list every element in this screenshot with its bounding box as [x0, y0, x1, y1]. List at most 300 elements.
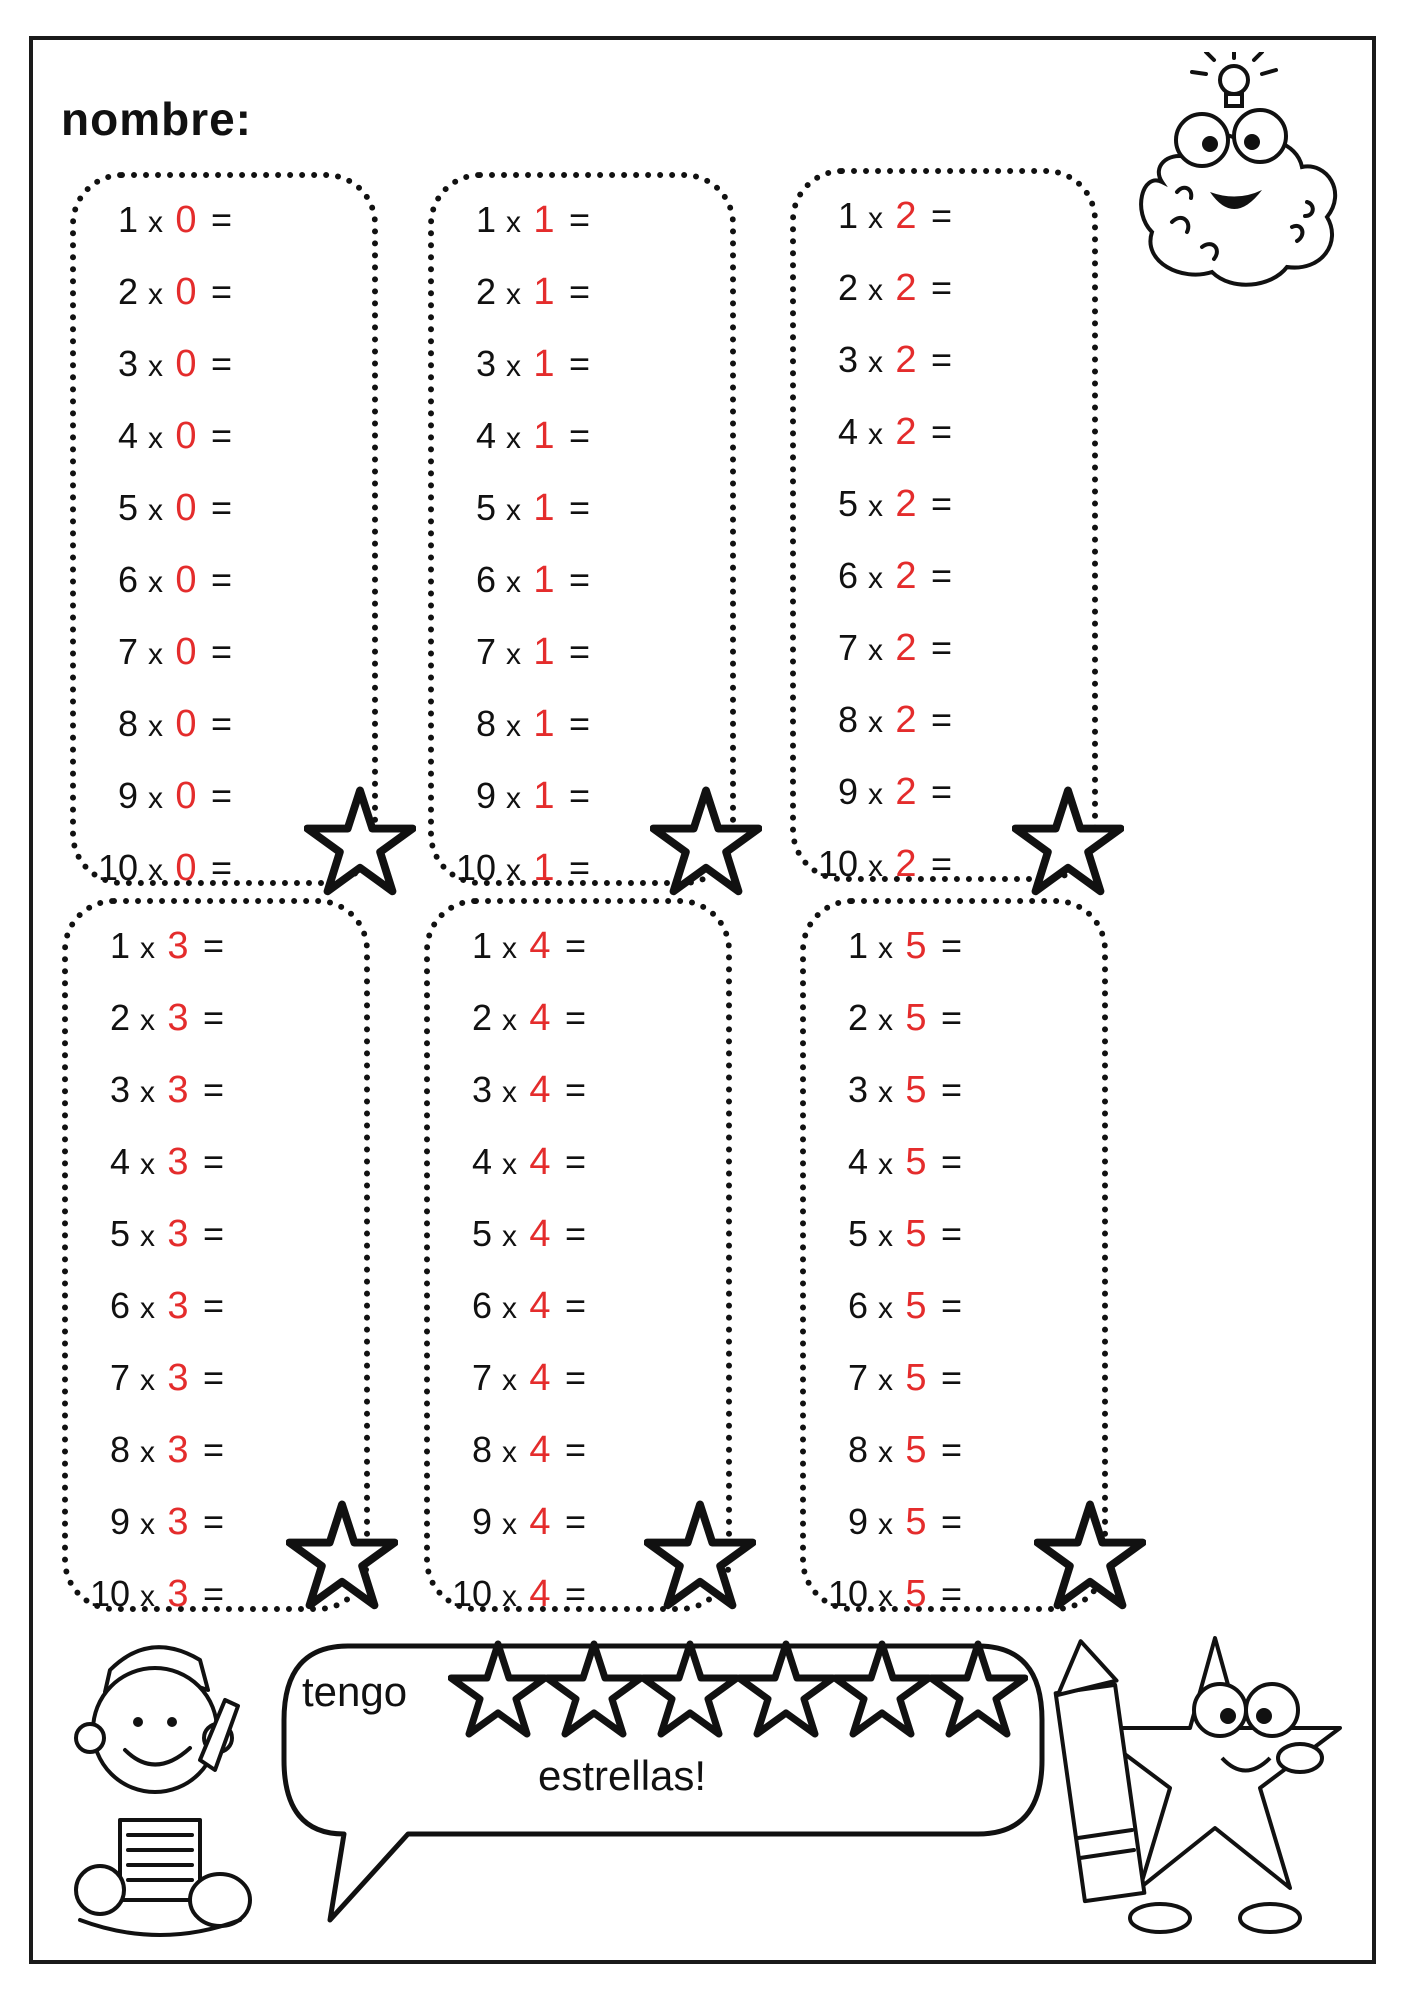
equals-symbol: = [203, 997, 225, 1038]
star-icon [640, 1640, 740, 1740]
equals-symbol: = [569, 199, 591, 240]
equals-symbol: = [941, 1501, 963, 1542]
factor-left: 4 [837, 411, 858, 452]
factor-left: 9 [109, 1501, 130, 1542]
table-row [90, 1342, 224, 1414]
factor-left: 5 [837, 483, 858, 524]
equals-symbol: = [203, 1429, 225, 1470]
factor-left: 7 [117, 631, 138, 672]
table-row [98, 616, 232, 688]
factor-multiplier: 4 [529, 1069, 551, 1111]
factor-multiplier: 5 [905, 1501, 927, 1543]
factor-multiplier: 0 [175, 775, 197, 817]
times-symbol: x [868, 418, 883, 451]
factor-left: 3 [117, 343, 138, 384]
table-row [456, 832, 590, 904]
table-row [98, 544, 232, 616]
times-symbol: x [868, 202, 883, 235]
factor-multiplier: 1 [533, 631, 555, 673]
star-icon [304, 786, 416, 898]
factor-multiplier: 0 [175, 343, 197, 385]
times-symbol: x [140, 1220, 155, 1253]
table-row [90, 910, 224, 982]
equals-symbol: = [941, 1429, 963, 1470]
table-row [828, 1270, 962, 1342]
times-symbol: x [878, 1508, 893, 1541]
star-pencil-icon [1050, 1618, 1360, 1948]
table-row [452, 1342, 586, 1414]
equals-symbol: = [203, 1573, 225, 1614]
factor-left: 3 [847, 1069, 868, 1110]
factor-left: 7 [475, 631, 496, 672]
times-symbol: x [868, 346, 883, 379]
star-tally [448, 1640, 1028, 1740]
table-row [828, 1198, 962, 1270]
factor-multiplier: 0 [175, 271, 197, 313]
table-row [90, 1126, 224, 1198]
factor-multiplier: 3 [167, 1357, 189, 1399]
table-box-1 [428, 172, 736, 889]
factor-left: 5 [471, 1213, 492, 1254]
equals-symbol: = [565, 1285, 587, 1326]
factor-left: 10 [452, 1573, 493, 1614]
factor-multiplier: 2 [895, 267, 917, 309]
equals-symbol: = [211, 559, 233, 600]
factor-left: 10 [98, 847, 139, 888]
table-row [452, 1270, 586, 1342]
times-symbol: x [868, 490, 883, 523]
equals-symbol: = [569, 775, 591, 816]
factor-left: 9 [475, 775, 496, 816]
factor-multiplier: 4 [529, 1429, 551, 1471]
times-symbol: x [878, 1148, 893, 1181]
factor-multiplier: 0 [175, 199, 197, 241]
factor-multiplier: 2 [895, 555, 917, 597]
factor-left: 10 [456, 847, 497, 888]
equals-symbol: = [941, 997, 963, 1038]
equals-symbol: = [931, 483, 953, 524]
factor-multiplier: 2 [895, 843, 917, 885]
factor-left: 6 [847, 1285, 868, 1326]
factor-left: 10 [90, 1573, 131, 1614]
factor-left: 3 [475, 343, 496, 384]
star-icon [736, 1640, 836, 1740]
equals-symbol: = [565, 1573, 587, 1614]
times-symbol: x [506, 710, 521, 743]
equals-symbol: = [211, 847, 233, 888]
factor-left: 7 [847, 1357, 868, 1398]
factor-multiplier: 0 [175, 631, 197, 673]
factor-multiplier: 4 [529, 1213, 551, 1255]
factor-left: 5 [117, 487, 138, 528]
equals-symbol: = [941, 1141, 963, 1182]
table-row [828, 1414, 962, 1486]
factor-multiplier: 0 [175, 703, 197, 745]
factor-left: 9 [837, 771, 858, 812]
equals-symbol: = [569, 703, 591, 744]
factor-multiplier: 2 [895, 411, 917, 453]
times-symbol: x [506, 494, 521, 527]
equals-symbol: = [203, 1141, 225, 1182]
times-symbol: x [140, 1292, 155, 1325]
equals-symbol: = [941, 1213, 963, 1254]
equals-symbol: = [941, 1573, 963, 1614]
star-icon [650, 786, 762, 898]
times-symbol: x [140, 1436, 155, 1469]
factor-left: 2 [109, 997, 130, 1038]
times-symbol: x [502, 1004, 517, 1037]
times-symbol: x [140, 1508, 155, 1541]
table-row [828, 1486, 962, 1558]
factor-multiplier: 5 [905, 1573, 927, 1615]
star-icon [1012, 786, 1124, 898]
table-row [452, 982, 586, 1054]
equals-symbol: = [569, 559, 591, 600]
times-symbol: x [502, 932, 517, 965]
table-row [456, 544, 590, 616]
factor-multiplier: 3 [167, 1429, 189, 1471]
equals-symbol: = [941, 1357, 963, 1398]
times-symbol: x [140, 1148, 155, 1181]
table-row [452, 910, 586, 982]
factor-left: 3 [837, 339, 858, 380]
factor-multiplier: 4 [529, 1285, 551, 1327]
factor-left: 6 [471, 1285, 492, 1326]
equals-symbol: = [203, 1213, 225, 1254]
times-symbol: x [148, 782, 163, 815]
factor-left: 2 [471, 997, 492, 1038]
star-icon [448, 1640, 548, 1740]
table-row [828, 1126, 962, 1198]
equals-symbol: = [941, 1285, 963, 1326]
equals-symbol: = [203, 1285, 225, 1326]
factor-multiplier: 1 [533, 271, 555, 313]
equals-symbol: = [941, 1069, 963, 1110]
factor-multiplier: 5 [905, 1141, 927, 1183]
times-symbol: x [878, 1004, 893, 1037]
factor-multiplier: 4 [529, 925, 551, 967]
times-symbol: x [506, 782, 521, 815]
table-row [90, 1486, 224, 1558]
star-icon [1034, 1500, 1146, 1612]
table-row [452, 1054, 586, 1126]
factor-left: 8 [847, 1429, 868, 1470]
equals-symbol: = [569, 415, 591, 456]
factor-left: 9 [847, 1501, 868, 1542]
equals-symbol: = [565, 1429, 587, 1470]
times-symbol: x [148, 638, 163, 671]
table-row [98, 688, 232, 760]
brain-lightbulb-icon [1122, 52, 1352, 302]
table-row [818, 180, 952, 252]
equals-symbol: = [203, 1501, 225, 1542]
times-symbol: x [502, 1148, 517, 1181]
times-symbol: x [140, 1004, 155, 1037]
times-symbol: x [502, 1580, 517, 1613]
estrellas-label: estrellas! [538, 1752, 707, 1799]
factor-left: 4 [117, 415, 138, 456]
table-row [818, 612, 952, 684]
equals-symbol: = [211, 703, 233, 744]
star-icon [644, 1500, 756, 1612]
equals-symbol: = [931, 627, 953, 668]
factor-left: 8 [837, 699, 858, 740]
times-symbol: x [878, 1580, 893, 1613]
factor-multiplier: 3 [167, 1069, 189, 1111]
factor-left: 6 [837, 555, 858, 596]
factor-multiplier: 1 [533, 415, 555, 457]
factor-left: 4 [109, 1141, 130, 1182]
times-symbol: x [502, 1292, 517, 1325]
equals-symbol: = [931, 771, 953, 812]
times-symbol: x [148, 278, 163, 311]
times-symbol: x [502, 1436, 517, 1469]
factor-multiplier: 2 [895, 483, 917, 525]
equals-symbol: = [211, 343, 233, 384]
equals-symbol: = [211, 271, 233, 312]
factor-multiplier: 1 [533, 559, 555, 601]
times-symbol: x [506, 206, 521, 239]
equals-symbol: = [565, 925, 587, 966]
factor-left: 9 [471, 1501, 492, 1542]
factor-multiplier: 2 [895, 627, 917, 669]
factor-left: 7 [471, 1357, 492, 1398]
table-row [456, 472, 590, 544]
factor-multiplier: 3 [167, 925, 189, 967]
table-row [452, 1558, 586, 1630]
table-row [90, 982, 224, 1054]
times-symbol: x [506, 566, 521, 599]
factor-left: 1 [109, 925, 130, 966]
times-symbol: x [868, 850, 883, 883]
factor-left: 2 [117, 271, 138, 312]
times-symbol: x [878, 932, 893, 965]
times-symbol: x [148, 422, 163, 455]
times-symbol: x [868, 274, 883, 307]
equals-symbol: = [569, 487, 591, 528]
times-symbol: x [506, 278, 521, 311]
factor-left: 7 [109, 1357, 130, 1398]
times-symbol: x [148, 854, 163, 887]
equals-symbol: = [931, 843, 953, 884]
table-row [818, 684, 952, 756]
factor-multiplier: 1 [533, 487, 555, 529]
factor-left: 5 [847, 1213, 868, 1254]
factor-left: 5 [475, 487, 496, 528]
factor-multiplier: 4 [529, 1573, 551, 1615]
times-symbol: x [502, 1364, 517, 1397]
equals-symbol: = [565, 1213, 587, 1254]
table-box-2 [790, 168, 1098, 885]
times-symbol: x [140, 932, 155, 965]
times-symbol: x [868, 778, 883, 811]
equals-symbol: = [565, 1501, 587, 1542]
table-row [456, 760, 590, 832]
star-icon [832, 1640, 932, 1740]
table-row [818, 468, 952, 540]
factor-multiplier: 5 [905, 1069, 927, 1111]
equals-symbol: = [565, 1141, 587, 1182]
times-symbol: x [140, 1580, 155, 1613]
table-row [818, 324, 952, 396]
factor-left: 6 [109, 1285, 130, 1326]
equals-symbol: = [211, 199, 233, 240]
factor-multiplier: 0 [175, 415, 197, 457]
equals-symbol: = [203, 1357, 225, 1398]
table-row [452, 1486, 586, 1558]
factor-multiplier: 4 [529, 1501, 551, 1543]
factor-left: 1 [471, 925, 492, 966]
times-symbol: x [878, 1076, 893, 1109]
factor-left: 4 [471, 1141, 492, 1182]
table-row [456, 688, 590, 760]
times-symbol: x [502, 1220, 517, 1253]
factor-left: 4 [475, 415, 496, 456]
factor-multiplier: 1 [533, 199, 555, 241]
times-symbol: x [502, 1076, 517, 1109]
times-symbol: x [878, 1364, 893, 1397]
equals-symbol: = [211, 415, 233, 456]
table-row [90, 1054, 224, 1126]
factor-left: 2 [475, 271, 496, 312]
times-symbol: x [506, 854, 521, 887]
factor-multiplier: 2 [895, 195, 917, 237]
factor-left: 4 [847, 1141, 868, 1182]
equals-symbol: = [931, 411, 953, 452]
factor-left: 1 [847, 925, 868, 966]
factor-left: 10 [818, 843, 859, 884]
times-symbol: x [148, 494, 163, 527]
table-row [452, 1198, 586, 1270]
times-symbol: x [140, 1076, 155, 1109]
table-row [98, 184, 232, 256]
table-row [828, 1054, 962, 1126]
times-symbol: x [148, 566, 163, 599]
factor-multiplier: 2 [895, 699, 917, 741]
equals-symbol: = [931, 267, 953, 308]
table-row [452, 1414, 586, 1486]
star-icon [928, 1640, 1028, 1740]
table-row [828, 982, 962, 1054]
factor-left: 1 [117, 199, 138, 240]
table-row [98, 472, 232, 544]
factor-multiplier: 3 [167, 1501, 189, 1543]
factor-multiplier: 5 [905, 1213, 927, 1255]
table-row [818, 396, 952, 468]
factor-left: 8 [117, 703, 138, 744]
equals-symbol: = [565, 1357, 587, 1398]
equals-symbol: = [931, 195, 953, 236]
factor-multiplier: 3 [167, 1285, 189, 1327]
table-row [98, 400, 232, 472]
equals-symbol: = [565, 997, 587, 1038]
table-row [828, 1558, 962, 1630]
factor-multiplier: 5 [905, 1285, 927, 1327]
factor-multiplier: 4 [529, 997, 551, 1039]
factor-left: 8 [475, 703, 496, 744]
boy-reading-icon [50, 1630, 270, 1950]
table-row [818, 252, 952, 324]
times-symbol: x [140, 1364, 155, 1397]
factor-left: 5 [109, 1213, 130, 1254]
equals-symbol: = [569, 271, 591, 312]
factor-multiplier: 1 [533, 775, 555, 817]
factor-multiplier: 3 [167, 1573, 189, 1615]
factor-multiplier: 1 [533, 343, 555, 385]
equals-symbol: = [211, 775, 233, 816]
table-row [90, 1414, 224, 1486]
table-row [818, 756, 952, 828]
times-symbol: x [148, 710, 163, 743]
table-row [90, 1558, 224, 1630]
table-row [456, 256, 590, 328]
times-symbol: x [878, 1220, 893, 1253]
factor-multiplier: 2 [895, 339, 917, 381]
factor-multiplier: 4 [529, 1357, 551, 1399]
equals-symbol: = [931, 339, 953, 380]
factor-multiplier: 5 [905, 1429, 927, 1471]
factor-left: 7 [837, 627, 858, 668]
times-symbol: x [868, 562, 883, 595]
factor-left: 2 [837, 267, 858, 308]
factor-left: 9 [117, 775, 138, 816]
factor-multiplier: 3 [167, 997, 189, 1039]
factor-multiplier: 5 [905, 925, 927, 967]
table-row [98, 256, 232, 328]
name-label: nombre: [61, 93, 252, 145]
equals-symbol: = [569, 631, 591, 672]
equals-symbol: = [565, 1069, 587, 1110]
equals-symbol: = [941, 925, 963, 966]
table-row [90, 1270, 224, 1342]
times-symbol: x [878, 1436, 893, 1469]
star-icon [544, 1640, 644, 1740]
factor-left: 1 [475, 199, 496, 240]
times-symbol: x [148, 206, 163, 239]
factor-left: 3 [471, 1069, 492, 1110]
factor-left: 10 [828, 1573, 869, 1614]
times-symbol: x [878, 1292, 893, 1325]
factor-left: 6 [475, 559, 496, 600]
times-symbol: x [502, 1508, 517, 1541]
factor-multiplier: 4 [529, 1141, 551, 1183]
table-row [828, 1342, 962, 1414]
table-row [828, 910, 962, 982]
tengo-label: tengo [302, 1668, 408, 1715]
times-symbol: x [506, 638, 521, 671]
factor-multiplier: 3 [167, 1141, 189, 1183]
times-symbol: x [868, 634, 883, 667]
table-row [456, 184, 590, 256]
factor-multiplier: 0 [175, 847, 197, 889]
equals-symbol: = [203, 1069, 225, 1110]
table-row [452, 1126, 586, 1198]
times-symbol: x [868, 706, 883, 739]
table-row [818, 828, 952, 900]
factor-left: 8 [471, 1429, 492, 1470]
table-row [456, 400, 590, 472]
factor-multiplier: 3 [167, 1213, 189, 1255]
factor-left: 3 [109, 1069, 130, 1110]
equals-symbol: = [211, 631, 233, 672]
factor-multiplier: 5 [905, 997, 927, 1039]
table-row [456, 328, 590, 400]
times-symbol: x [506, 422, 521, 455]
factor-multiplier: 2 [895, 771, 917, 813]
equals-symbol: = [931, 555, 953, 596]
factor-left: 1 [837, 195, 858, 236]
table-row [98, 328, 232, 400]
